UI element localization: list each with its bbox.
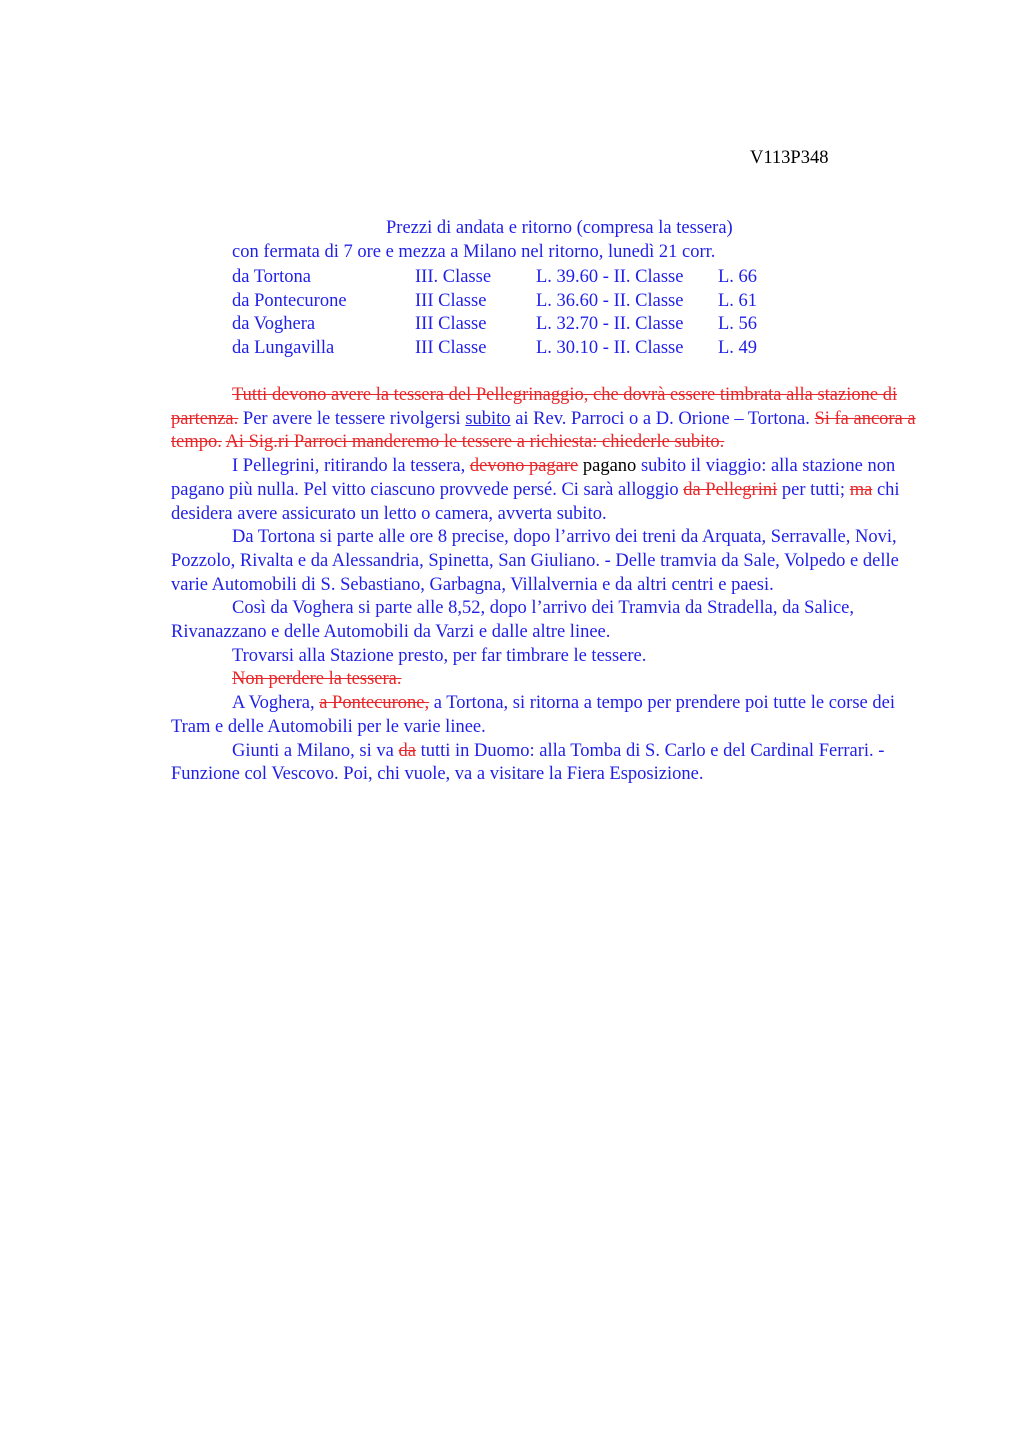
paragraph-text: ai Rev. Parroci o a D. Orione – Tortona. [510, 408, 815, 429]
paragraph-text: a Tortona, si ritorna a tempo per prendere poi tutte le corse dei Tram e delle Automobili per le varie linee. [171, 693, 895, 737]
price-table [232, 266, 757, 361]
price-city: da Tortona [232, 267, 312, 287]
deleted-text: da [398, 740, 416, 761]
underlined-text: subito [465, 408, 511, 429]
paragraph-text: tutti in Duomo: alla Tomba di S. Carlo e del Cardinal Ferrari. - Funzione col Vescovo. Poi, chi vuole, va a visitare la Fiera Esposizione. [171, 740, 885, 785]
price-class: III Classe [415, 290, 487, 311]
paragraph-milano [171, 740, 931, 787]
paragraph-text: A Voghera, [232, 693, 320, 714]
inserted-text: pagano [578, 456, 637, 477]
price-class: III. Classe [415, 267, 492, 287]
paragraph-text: subito il viaggio: alla stazione non pagano più nulla. Pel vitto ciascuno provvede persé. Ci sarà alloggio [171, 456, 896, 500]
paragraph-ritorno [171, 692, 931, 739]
price-fare-second: L. 56 [718, 314, 758, 335]
price-city: da Pontecurone [232, 290, 347, 311]
deleted-text: da Pellegrini [683, 479, 778, 500]
deleted-text: devono pagare [469, 456, 579, 477]
price-city: da Lungavilla [232, 338, 335, 359]
price-row-pontecurone [232, 290, 757, 314]
paragraph-text: per tutti; [777, 479, 850, 500]
price-fare: L. 32.70 - II. Classe [536, 314, 684, 335]
price-fare-second: L. 61 [718, 290, 758, 311]
price-row-voghera [232, 313, 757, 337]
price-header-title: Prezzi di andata e ritorno (compresa la tessera) [386, 218, 733, 238]
paragraph-tortona: Da Tortona si parte alle ore 8 precise, dopo l’arrivo dei treni da Arquata, Serravalle, Novi, Pozzolo, Rivalta e da Alessandria, Spinetta, San Giuliano. - Delle tramvia da Sale, Volpedo e delle varie Automobili di S. Sebastiano, Garbagna, Villalvernia e da altri centri e paesi. [171, 527, 899, 595]
price-fare: L. 30.10 - II. Classe [536, 338, 684, 359]
paragraph-text: chi desidera avere assicurato un letto o camera, avverta subito. [171, 479, 900, 524]
price-class: III Classe [415, 314, 487, 335]
page-id: V113P348 [750, 148, 829, 168]
price-fare: L. 39.60 - II. Classe [536, 267, 684, 287]
price-fare-second: L. 66 [718, 267, 758, 287]
price-class: III Classe [415, 338, 487, 359]
deleted-text: Si fa ancora a tempo. [171, 408, 916, 453]
deleted-text: Non perdere la tessera. [232, 669, 402, 690]
paragraph-pellegrini [171, 455, 931, 526]
paragraph-text: I Pellegrini, ritirando la tessera, [232, 456, 470, 477]
price-fare: L. 36.60 - II. Classe [536, 290, 684, 311]
deleted-text: ma [849, 479, 873, 500]
price-city: da Voghera [232, 314, 316, 335]
body-text [171, 384, 931, 787]
price-row-tortona [232, 266, 757, 290]
paragraph-deleted [171, 668, 931, 692]
deleted-text: Tutti devono avere la tessera del Pellegrinaggio, che dovrà essere timbrata alla stazione di partenza. [171, 385, 898, 429]
paragraph-tessera [171, 384, 931, 455]
paragraph-text: Giunti a Milano, si va [232, 740, 399, 761]
deleted-text: Ai Sig.ri Parroci manderemo le tessere a richiesta: chiederle subito. [225, 432, 725, 453]
price-row-lungavilla [232, 337, 757, 361]
paragraph-voghera: Così da Voghera si parte alle 8,52, dopo l’arrivo dei Tramvia da Stradella, da Salice, Rivanazzano e delle Automobili da Varzi e dalle altre linee. [171, 598, 855, 643]
deleted-text: a Pontecurone, [319, 693, 430, 714]
paragraph-text: Per avere le tessere rivolgersi [238, 408, 466, 429]
price-header-subtitle: con fermata di 7 ore e mezza a Milano nel ritorno, lunedì 21 corr. [232, 242, 716, 262]
paragraph-stazione: Trovarsi alla Stazione presto, per far timbrare le tessere. [232, 645, 647, 666]
price-fare-second: L. 49 [718, 338, 758, 359]
